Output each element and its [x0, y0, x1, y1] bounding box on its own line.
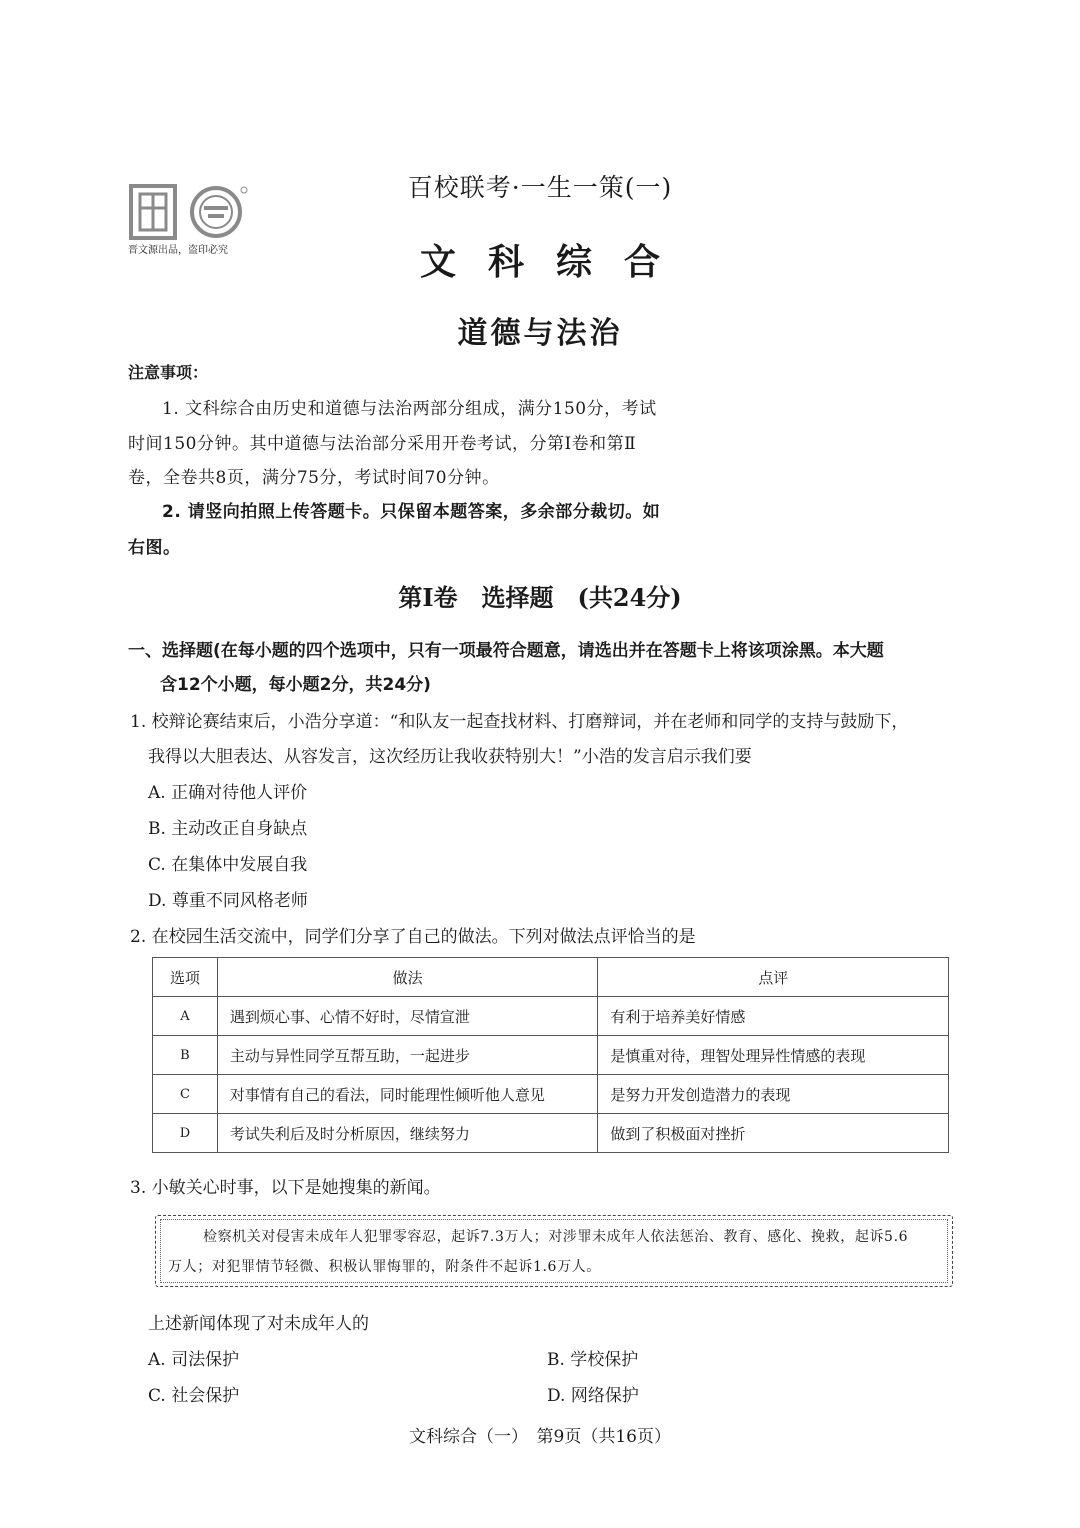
- q1-option-a: A. 正确对待他人评价: [148, 783, 308, 803]
- note-line: 卷，全卷共8页，满分75分，考试时间70分钟。: [128, 468, 500, 488]
- table-cell: 是慎重对待，理智处理异性情感的表现: [598, 1036, 949, 1075]
- subject-title: 道德与法治: [457, 316, 623, 351]
- section-instruction: 一、选择题(在每小题的四个选项中，只有一项最符合题意，请选出并在答题卡上将该项涂黑。本大题: [128, 641, 884, 661]
- table-header-row: [153, 958, 949, 997]
- section-title: 第Ⅰ卷 选择题 (共24分): [398, 583, 682, 612]
- table-cell: 对事情有自己的看法，同时能理性倾听他人意见: [217, 1075, 598, 1114]
- table-cell: B: [153, 1036, 218, 1075]
- table-row: [153, 997, 949, 1036]
- logo-caption: 晋文源出品，盗印必究: [128, 245, 228, 256]
- q1-option-d: D. 尊重不同风格老师: [148, 891, 308, 911]
- q1-option-b: B. 主动改正自身缺点: [148, 819, 308, 839]
- table-cell: 遇到烦心事、心情不好时，尽情宣泄: [217, 997, 598, 1036]
- q3-prompt: 上述新闻体现了对未成年人的: [148, 1314, 369, 1334]
- note-line: 时间150分钟。其中道德与法治部分采用开卷考试，分第Ⅰ卷和第Ⅱ: [128, 434, 637, 454]
- notes-heading: 注意事项：: [128, 363, 209, 382]
- note-line: 1. 文科综合由历史和道德与法治两部分组成，满分150分，考试: [162, 399, 657, 419]
- table-cell: 考试失利后及时分析原因，继续努力: [217, 1114, 598, 1153]
- q3-option-d: D. 网络保护: [547, 1386, 639, 1406]
- table-cell: C: [153, 1075, 218, 1114]
- q2-stem: 2. 在校园生活交流中，同学们分享了自己的做法。下列对做法点评恰当的是: [130, 927, 696, 947]
- note-line: 2. 请竖向拍照上传答题卡。只保留本题答案，多余部分裁切。如: [162, 502, 661, 522]
- note-line: 右图。: [128, 538, 181, 558]
- table-cell: 有利于培养美好情感: [598, 997, 949, 1036]
- section-instruction: 含12个小题，每小题2分，共24分): [160, 675, 431, 695]
- news-text: 万人；对犯罪情节轻微、积极认罪悔罪的，附条件不起诉1.6万人。: [168, 1259, 601, 1275]
- news-text: 检察机关对侵害未成年人犯罪零容忍，起诉7.3万人；对涉罪未成年人依法惩治、教育、感化、挽救，起诉5.6: [203, 1229, 909, 1245]
- main-title: 文科综合: [419, 242, 692, 283]
- q3-stem: 3. 小敏关心时事，以下是她搜集的新闻。: [130, 1178, 441, 1198]
- q1-option-c: C. 在集体中发展自我: [148, 855, 308, 875]
- table-header-cell: 做法: [217, 958, 598, 997]
- table-cell: D: [153, 1114, 218, 1153]
- table-header-cell: 选项: [153, 958, 218, 997]
- table-row: [153, 1036, 949, 1075]
- q3-option-c: C. 社会保护: [148, 1386, 240, 1406]
- table-row: [153, 1075, 949, 1114]
- page-footer: 文科综合（一） 第9页（共16页）: [409, 1427, 671, 1447]
- table-header-cell: 点评: [598, 958, 949, 997]
- table-cell: 是努力开发创造潜力的表现: [598, 1075, 949, 1114]
- q3-option-b: B. 学校保护: [547, 1350, 639, 1370]
- table-cell: 做到了积极面对挫折: [598, 1114, 949, 1153]
- q2-table: [152, 957, 949, 1153]
- table-row: [153, 1114, 949, 1153]
- table-cell: 主动与异性同学互帮互助，一起进步: [217, 1036, 598, 1075]
- q1-stem: 1. 校辩论赛结束后，小浩分享道：“和队友一起查找材料、打磨辩词，并在老师和同学的支持与鼓励下，: [130, 712, 909, 732]
- q3-option-a: A. 司法保护: [148, 1350, 240, 1370]
- q1-stem: 我得以大胆表达、从容发言，这次经历让我收获特别大！”小浩的发言启示我们要: [148, 747, 752, 767]
- table-cell: A: [153, 997, 218, 1036]
- series-title: 百校联考·一生一策(一): [407, 173, 673, 202]
